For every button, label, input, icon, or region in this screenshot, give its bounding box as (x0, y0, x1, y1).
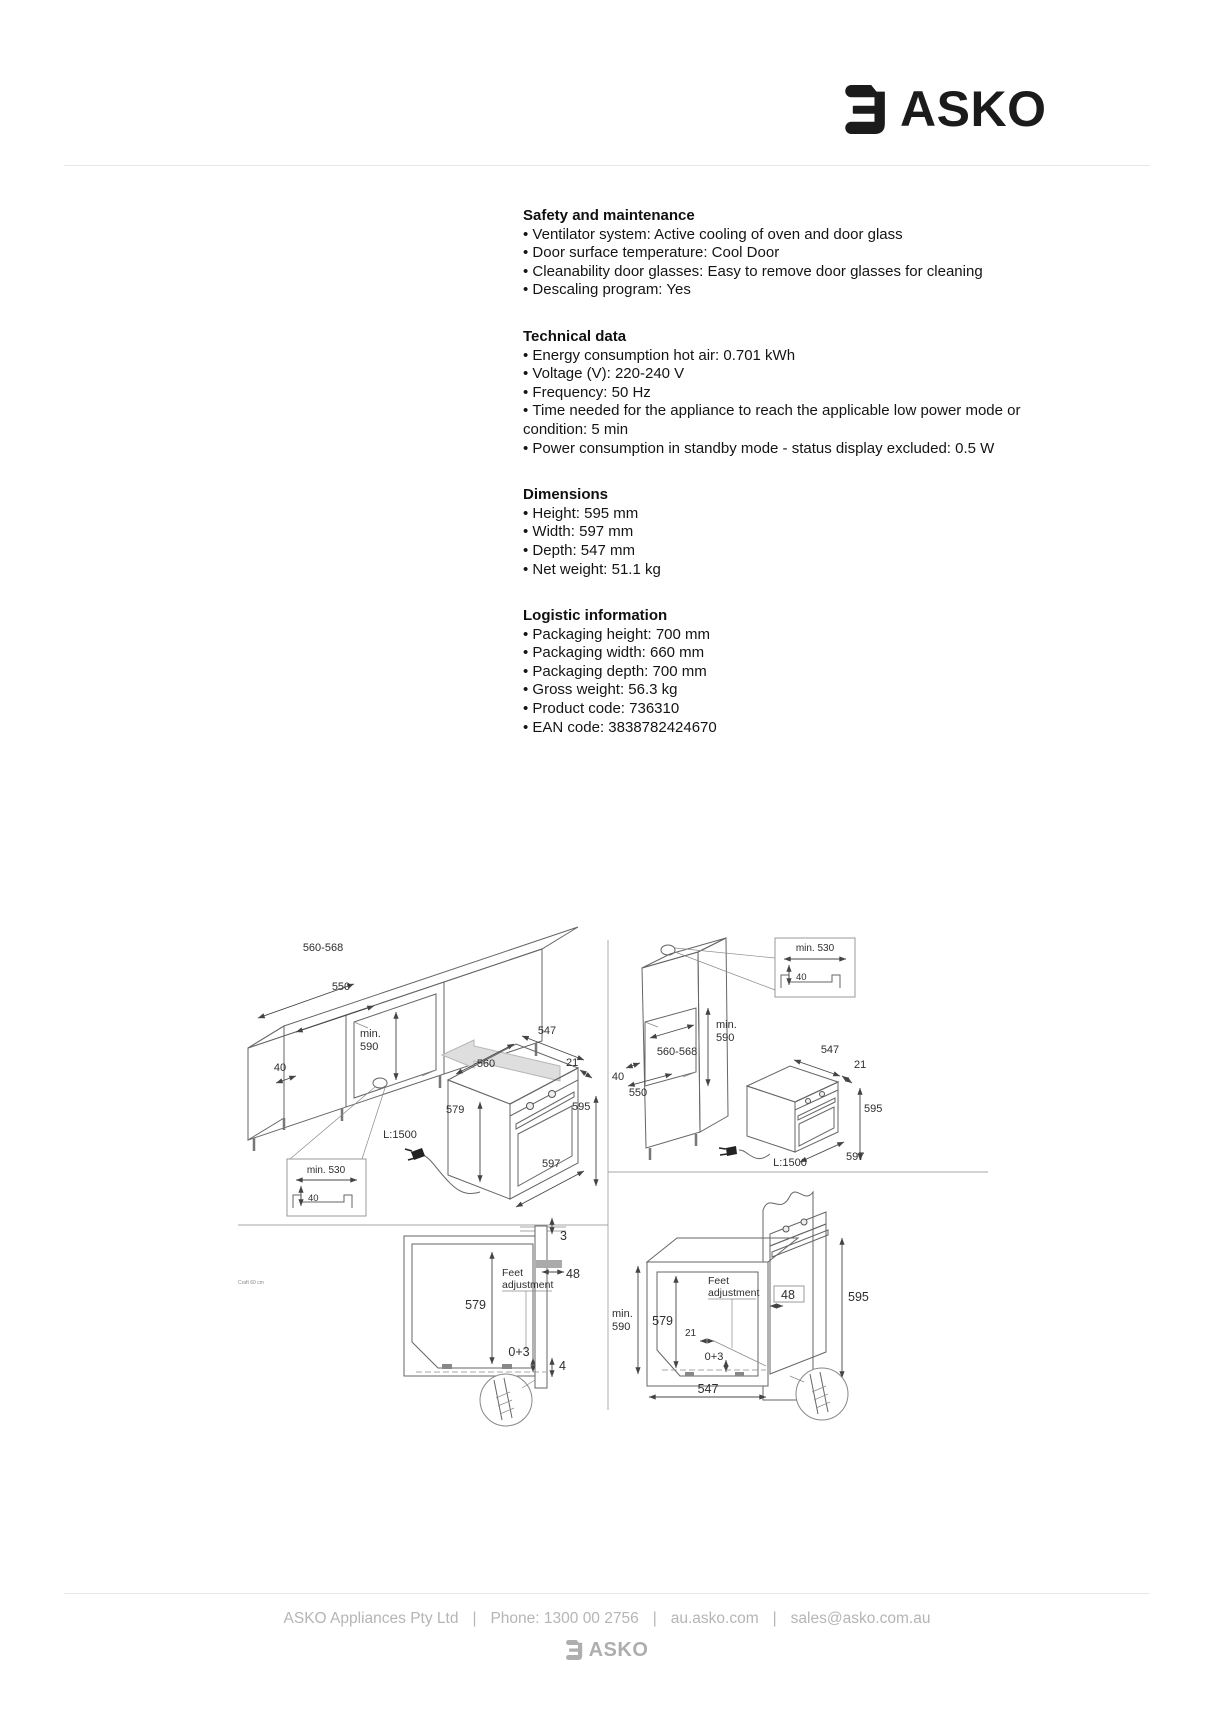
section-title: Logistic information (523, 607, 668, 625)
spec-item: • Net weight: 51.1 kg (523, 561, 1039, 580)
oven-knob (549, 1091, 556, 1098)
footer-asko-logo (0, 1640, 1214, 1660)
rear-clearance-inset (287, 1159, 366, 1216)
dim-oven-width: 597 (846, 1151, 865, 1163)
dim-cabinet-width-range: 560-568 (302, 942, 344, 954)
power-plug-icon (405, 1148, 425, 1160)
footer-phone: Phone: 1300 00 2756 (490, 1610, 639, 1627)
power-cable (423, 1155, 480, 1194)
spec-item: • Packaging width: 660 mm (523, 644, 1039, 663)
spec-item: • Width: 597 mm (523, 523, 1039, 542)
feet-adjustment-label: adjustment (502, 1279, 554, 1291)
section-logistic (523, 607, 1039, 737)
dim-oven-top-width: 560 (476, 1058, 496, 1070)
dim-inset-gap: 40 (308, 1193, 319, 1204)
section-dimensions (523, 486, 1039, 579)
oven-knob (806, 1099, 811, 1104)
oven-foot (442, 1364, 452, 1369)
spec-item: • Gross weight: 56.3 kg (523, 681, 1039, 700)
installation-drawings (230, 920, 990, 1430)
oven-knob (801, 1219, 807, 1225)
asko-logo-mark-icon (845, 85, 887, 134)
insert-arrow-icon (442, 1040, 560, 1081)
diagram-section-column-install (612, 1192, 869, 1420)
dim-panel-offset: 21 (854, 1059, 867, 1071)
spec-item: • Cleanability door glasses: Easy to remove door glasses for cleaning (523, 263, 1039, 282)
power-cable (739, 1150, 770, 1159)
spec-item: • Descaling program: Yes (523, 281, 1039, 300)
dim-oven-body-height: 579 (446, 1104, 465, 1116)
diagram-tall-cabinet-install (612, 938, 882, 1169)
dim-oven-height: 595 (864, 1103, 883, 1115)
dim-feet-range: 0+3 (704, 1351, 724, 1363)
dim-rear-gap: 40 (611, 1071, 625, 1083)
dim-oven-height: 595 (848, 1290, 869, 1304)
oven-foot (735, 1372, 744, 1376)
footer-contact (0, 1610, 1214, 1628)
footer-separator: | (772, 1610, 777, 1627)
section-title: Dimensions (523, 486, 609, 504)
footer-divider (64, 1593, 1150, 1594)
spec-item: • Power consumption in standby mode - status display excluded: 0.5 W (523, 440, 1039, 459)
spec-item: • Packaging height: 700 mm (523, 626, 1039, 645)
dim-cable-length: L:1500 (383, 1129, 417, 1141)
dim-niche-min-label: min. (360, 1028, 381, 1040)
dim-bottom-clearance: 4 (559, 1359, 566, 1373)
spec-item: • Height: 595 mm (523, 505, 1039, 524)
section-technical-data (523, 328, 1039, 458)
dim-frame-width: 48 (566, 1267, 580, 1281)
diagram-base-cabinet-install (248, 927, 596, 1216)
spec-item: • Door surface temperature: Cool Door (523, 244, 1039, 263)
dim-body-height: 579 (652, 1314, 673, 1328)
spec-item: • Ventilator system: Active cooling of oven and door glass (523, 226, 1039, 245)
diagram-section-feet-adjustment (238, 1218, 580, 1426)
front-frame (535, 1226, 547, 1388)
spec-item: • Energy consumption hot air: 0.701 kWh (523, 347, 1039, 366)
section-safety (523, 207, 1039, 300)
oven-foot (685, 1372, 694, 1376)
oven-knob (783, 1226, 789, 1232)
frame-tab (536, 1260, 562, 1268)
rear-clearance-inset (775, 938, 855, 997)
feet-adjustment-label: adjustment (708, 1287, 760, 1299)
footer-separator: | (472, 1610, 477, 1627)
spec-item: • Voltage (V): 220-240 V (523, 365, 1039, 384)
dim-inset-min-width: min. 530 (306, 1165, 346, 1176)
dim-top-clearance: 3 (560, 1229, 567, 1243)
dim-niche-min-value: 590 (612, 1321, 631, 1333)
dim-oven-depth: 547 (537, 1025, 557, 1037)
dim-niche-min-value: 590 (716, 1032, 735, 1044)
oven-isometric (747, 1066, 838, 1152)
foot-detail-circle (790, 1368, 848, 1420)
footer-brand-wordmark: ASKO (588, 1639, 649, 1661)
feet-adjustment-label: Feet (708, 1275, 730, 1287)
spec-item: • EAN code: 3838782424670 (523, 719, 1039, 738)
dim-inset-min-width: min. 530 (795, 943, 835, 954)
control-panel (770, 1212, 826, 1246)
foot-detail-circle (480, 1374, 535, 1426)
dim-feet-range: 0+3 (508, 1345, 530, 1359)
dim-niche-min-label: min. (612, 1308, 633, 1320)
dim-niche-min-label: min. (716, 1019, 737, 1031)
brand-wordmark: ASKO (900, 81, 1047, 137)
vent-hole (373, 1078, 387, 1088)
vent-hole (661, 945, 675, 955)
spec-item: • Frequency: 50 Hz (523, 384, 1039, 403)
drawing-caption: Craft 60 cm (238, 1280, 264, 1286)
dim-frame-width: 48 (781, 1288, 795, 1302)
dim-cabinet-width-range: 560-568 (656, 1046, 698, 1058)
section-title: Technical data (523, 327, 627, 345)
dim-oven-height: 595 (572, 1101, 591, 1113)
spec-item: • Packaging depth: 700 mm (523, 663, 1039, 682)
asko-logo (845, 81, 1047, 137)
oven-foot (502, 1364, 512, 1369)
dim-oven-depth: 547 (697, 1382, 719, 1396)
asko-logo-mark-icon (566, 1640, 583, 1660)
oven-knob (820, 1092, 825, 1097)
dim-cabinet-inner-width: 550 (628, 1087, 648, 1099)
dim-panel-offset: 21 (685, 1328, 697, 1339)
dim-cabinet-inner-width: 550 (331, 981, 351, 993)
dim-niche-min-value: 590 (360, 1041, 379, 1053)
footer-website: au.asko.com (670, 1610, 759, 1627)
footer-company: ASKO Appliances Pty Ltd (283, 1610, 459, 1627)
dim-oven-depth: 547 (820, 1044, 840, 1056)
dim-cable-length: L:1500 (773, 1157, 807, 1169)
oven-knob (527, 1103, 534, 1110)
dim-inset-gap: 40 (796, 972, 807, 983)
header-divider (64, 165, 1150, 166)
section-title: Safety and maintenance (523, 207, 695, 224)
dim-panel-offset: 21 (566, 1057, 579, 1069)
feet-adjustment-label: Feet (502, 1267, 524, 1279)
power-plug-icon (719, 1146, 737, 1156)
dim-rear-gap: 40 (273, 1062, 287, 1074)
spec-item: • Depth: 547 mm (523, 542, 1039, 561)
dim-body-height: 579 (465, 1298, 486, 1312)
spec-item: • Product code: 736310 (523, 700, 1039, 719)
spec-item: • Time needed for the appliance to reach the applicable low power mode or condition: 5 min (523, 402, 1039, 439)
footer-separator: | (652, 1610, 657, 1627)
footer-email: sales@asko.com.au (790, 1610, 931, 1627)
installation-drawings-svg (230, 920, 990, 1430)
control-panel (795, 1082, 838, 1110)
dim-oven-width: 597 (542, 1158, 561, 1170)
spec-content (523, 207, 1039, 765)
